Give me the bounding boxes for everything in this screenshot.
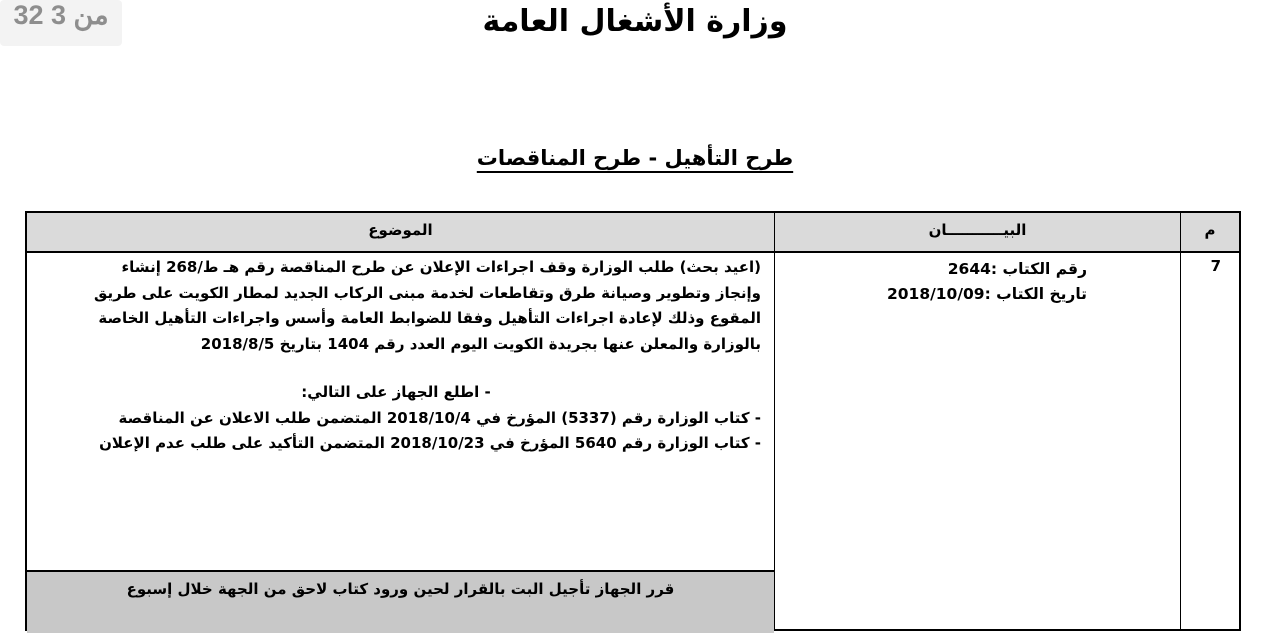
section-title-text: طرح التأهيل - طرح المناقصات xyxy=(476,146,794,170)
header-number: م xyxy=(1204,221,1216,239)
page-indicator: 32 من 3 xyxy=(0,0,122,46)
subject-line: (اعيد بحث) طلب الوزارة وقف اجراءات الإعلان عن طرح المناقصة رقم هـ ط/268 إنشاء xyxy=(121,258,761,276)
subject-line: وإنجاز وتطوير وصيانة طرق وتقاطعات لخدمة مبنى الركاب الجديد لمطار الكويت على طريق xyxy=(93,283,761,302)
table-header-row xyxy=(27,213,1239,253)
column-divider xyxy=(774,213,775,629)
row-number: 7 xyxy=(1210,257,1221,275)
decisions-table xyxy=(25,211,1241,631)
section-title xyxy=(470,146,800,170)
row-subject xyxy=(31,255,761,457)
ministry-title: وزارة الأشغال العامة xyxy=(482,4,788,39)
subject-line: المقوع وذلك لإعادة اجراءات التأهيل وفقا للضوابط العامة وأسس واجراءات التأهيل الخاصة xyxy=(98,309,761,327)
review-item: - كتاب الوزارة رقم (5337) المؤرخ في 2018/10/4 المتضمن طلب الاعلان عن المناقصة xyxy=(118,408,761,427)
letter-number: رقم الكتاب :2644 xyxy=(947,260,1087,278)
column-divider xyxy=(1180,213,1181,629)
decision-box: قرر الجهاز تأجيل البت بالقرار لحين ورود كتاب لاحق من الجهة خلال إسبوع xyxy=(27,570,774,633)
row-info xyxy=(797,257,1087,307)
header-info: البيـــــــــــان xyxy=(928,221,1027,239)
header-subject: الموضوع xyxy=(368,221,433,239)
letter-date: تاريخ الكتاب :2018/10/09 xyxy=(886,285,1087,303)
review-item: - كتاب الوزارة رقم 5640 المؤرخ في 2018/10/23 المتضمن التأكيد على طلب عدم الإعلان xyxy=(99,434,761,452)
review-intro: - اطلع الجهاز على التالي: xyxy=(301,383,491,401)
subject-line: بالوزارة والمعلن عنها بجريدة الكويت اليوم العدد رقم 1404 بتاريخ 2018/8/5 xyxy=(200,334,761,353)
